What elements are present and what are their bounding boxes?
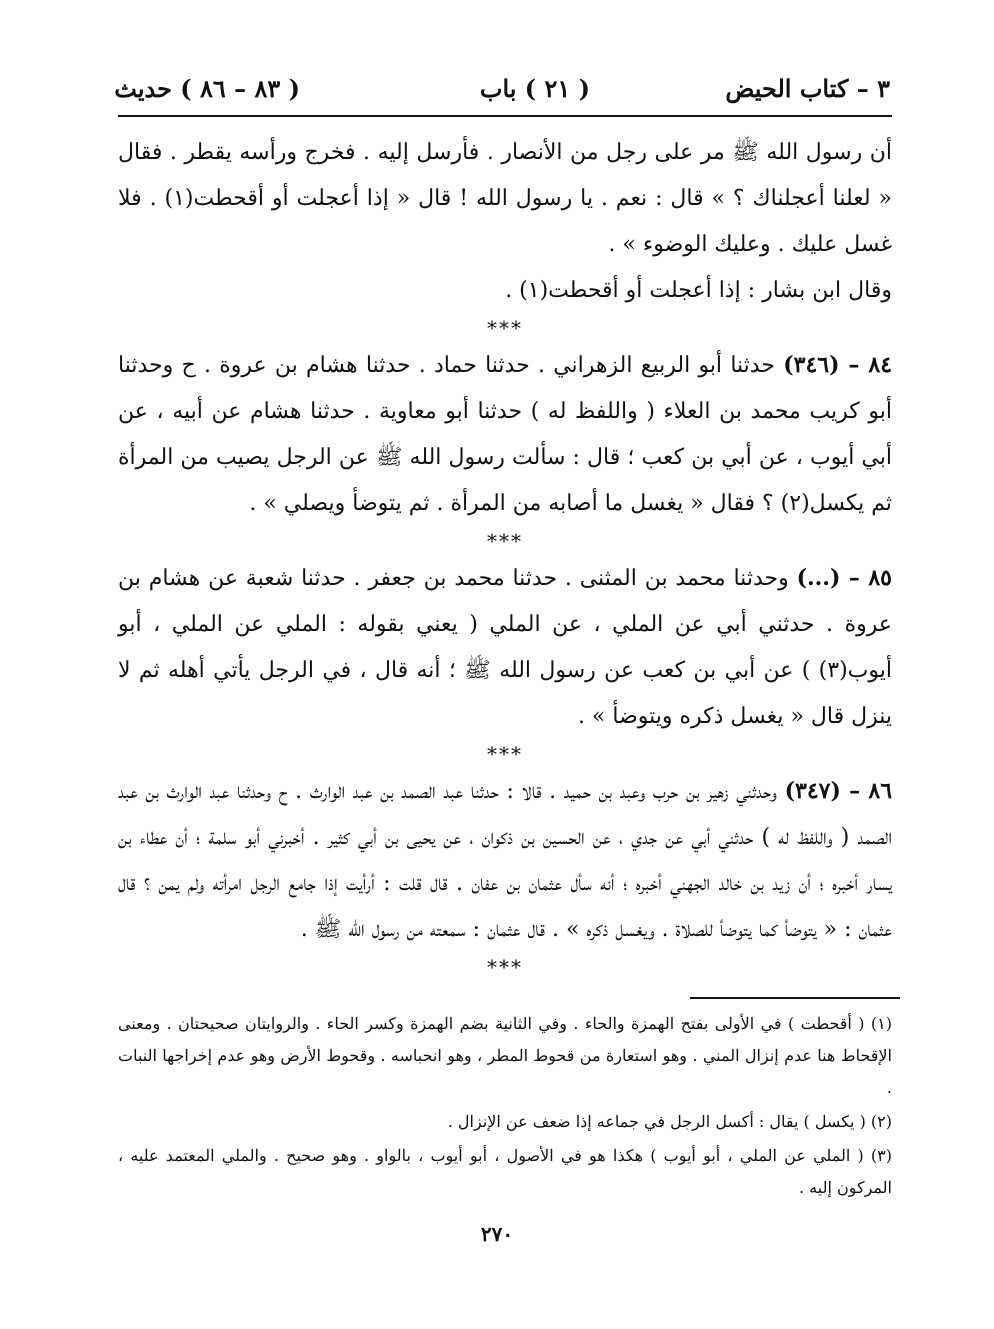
paragraph-variant-note: وقال ابن بشار : إذا أعجلت أو أقحطت(١) .: [505, 278, 892, 303]
paragraph-continuation: أن رسول الله ﷺ مر على رجل من الأنصار . فأرسل إليه . فخرج ورأسه يقطر . فقال « لعلنا أعجلناك ؟ » قال : نعم . يا رسول الله ! قال « إذا أعجلت أو أقحطت(١) . فلا غسل عليك . وعليك الوضوء » .: [118, 140, 892, 257]
footnotes: [118, 1008, 892, 1206]
page-number: ٢٧٠: [480, 1222, 514, 1246]
hadith-85-number: ٨٥ – (...): [796, 565, 892, 591]
hadith-86-number: ٨٦ – (٣٤٧): [784, 778, 893, 804]
section-separator: ***: [487, 316, 523, 340]
main-text: [118, 130, 892, 981]
hadith-86-text: وحدثني زهير بن حرب وعبد بن حميد . قالا : حدثنا عبد الصمد بن عبد الوارث . ح وحدثنا عبد الوارث بن عبد الصمد ( واللفظ له ) حدثني أبي عن جدي ، عن الحسين بن ذكوان ، عن يحيى بن أبي كثير . أخبرني أبو سلمة ؛ أن عطاء بن يسار أخبره ؛ أن زيد بن خالد الجهني أخبره ؛ أنه سأل عثمان بن عفان . قال قلت : أرأيت إذا جامع الرجل امرأته ولم يمن ؟ قال عثمان : « يتوضأ كما يتوضأ للصلاة . ويغسل ذكره » . قال عثمان : سمعته من رسول الله ﷺ .: [118, 779, 892, 942]
section-separator: ***: [487, 529, 523, 553]
header-divider: [118, 115, 892, 117]
section-separator: ***: [487, 955, 523, 979]
header-book-title: ٣ – كتاب الحيض: [725, 74, 890, 103]
hadith-85-text: وحدثنا محمد بن المثنى . حدثنا محمد بن جعفر . حدثنا شعبة عن هشام بن عروة . حدثني أبي عن الملي ، عن الملي ( يعني بقوله : الملي عن الملي ، أبو أيوب(٣) ) عن أبي بن كعب عن رسول الله ﷺ ؛ أنه قال ، في الرجل يأتي أهله ثم لا ينزل قال « يغسل ذكره ويتوضأ » .: [118, 566, 892, 729]
footnote-2: (٢) ( يكسل ) يقال : أكسل الرجل في جماعه إذا ضعف عن الإنزال .: [447, 1112, 892, 1131]
footnote-divider: [690, 997, 900, 999]
section-separator: ***: [487, 742, 523, 766]
running-header: [114, 72, 890, 112]
footnote-3: (٣) ( الملي عن الملي ، أبو أيوب ) هكذا هو في الأصول ، أبو أيوب ، بالواو . وهو صحيح . والملي المعتمد عليه ، المركون إليه .: [118, 1146, 892, 1197]
hadith-84: [118, 342, 892, 527]
hadith-84-number: ٨٤ – (٣٤٦): [783, 352, 893, 378]
hadith-85: [118, 555, 892, 740]
hadith-86: [118, 768, 892, 953]
header-chapter: ( ٢١ ) باب: [479, 74, 590, 103]
hadith-84-text: حدثنا أبو الربيع الزهراني . حدثنا حماد . حدثنا هشام بن عروة . ح وحدثنا أبو كريب محمد بن العلاء ( واللفظ له ) حدثنا أبو معاوية . حدثنا هشام عن أبيه ، عن أبي أيوب ، عن أبي بن كعب ؛ قال : سألت رسول الله ﷺ عن الرجل يصيب من المرأة ثم يكسل(٢) ؟ فقال « يغسل ما أصابه من المرأة . ثم يتوضأ ويصلي » .: [118, 353, 892, 516]
footnote-1: (١) ( أقحطت ) في الأولى بفتح الهمزة والحاء . وفي الثانية بضم الهمزة وكسر الحاء . والروايتان صحيحتان . ومعنى الإقحاط هنا عدم إنزال المني . وهو استعارة من قحوط المطر ، وهو انحباسه . وقحوط الأرض وهو عدم إخراجها النبات .: [118, 1014, 892, 1097]
header-hadith-range: ( ٨٣ – ٨٦ ) حديث: [114, 74, 300, 103]
